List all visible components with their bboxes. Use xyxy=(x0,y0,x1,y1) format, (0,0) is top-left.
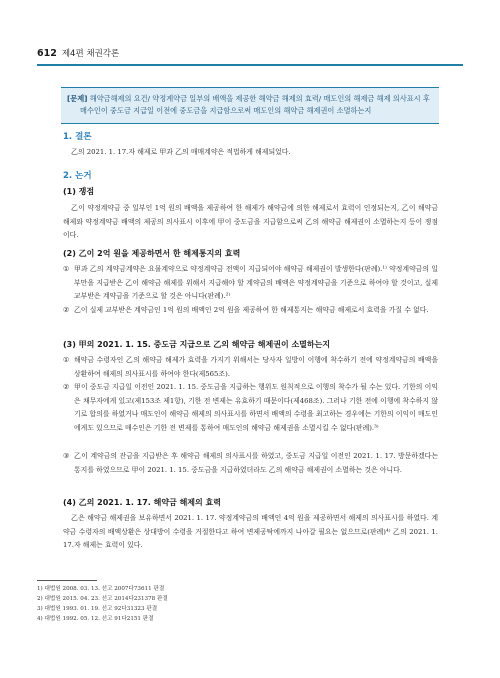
section-conclusion-title: 1. 결론 xyxy=(63,132,92,142)
footnote-4: 4) 대법원 1992. 05. 12. 선고 91다2151 판결 xyxy=(37,616,154,622)
subsection-3-heading: (3) 甲의 2021. 1. 15. 중도금 지급으로 乙의 해약금 해제권이 소멸하는지 xyxy=(63,340,331,349)
item-text: 乙이 계약금의 잔금을 지급받은 후 해약금 해제의 의사표시를 하였고, 중도금 지급일 이전인 2021. 1. 17. 방문하겠다는 통지를 하였으므로 甲이 2021. 1. 15. 중도금을 지급하였더라도 乙의 해약금 해제권이 소멸하는 것은 아니다. xyxy=(74,452,438,474)
section-reasoning-title: 2. 논거 xyxy=(63,171,92,181)
page-header xyxy=(37,47,119,59)
footnote-3: 3) 대법원 1993. 01. 19. 선고 92다31323 판결 xyxy=(37,606,158,612)
item-marker: ① xyxy=(63,356,70,364)
issue-text: 乙이 약정계약금 중 일부인 1억 원의 배액을 제공하여 한 해제가 해약금에 의한 해제로서 효력이 인정되는지, 乙이 해약금 해제와 약정계약금 배액의 제공의 의사표시 이후에 甲이 중도금을 지급함으로써 乙의 해약금 해제권이 소멸하는지 등이 쟁점이다. xyxy=(63,204,438,240)
footnote-2: 2) 대법원 2015. 04. 23. 선고 2014다231378 판결 xyxy=(37,596,168,602)
item-marker: ① xyxy=(63,265,70,273)
question-tag: [문제] xyxy=(67,94,88,103)
question-line-1: 해약금해제의 요건/ 약정계약금 일부의 배액을 제공한 해약금 해제의 효력/ 매도인의 해제금 해제 의사표시 후 xyxy=(89,94,430,103)
item-text: 乙이 실제 교부받은 계약금인 1억 원의 배액인 2억 원을 제공하여 한 해제통지는 해약금 해제로서 효력을 가질 수 없다. xyxy=(74,306,429,314)
item-marker: ② xyxy=(63,383,70,391)
item-marker: ③ xyxy=(63,452,70,460)
part-title: 제4편 채권각론 xyxy=(61,49,120,59)
subsection-3-item-1 xyxy=(63,354,438,381)
item-text: 甲이 중도금 지급일 이전인 2021. 1. 15. 중도금을 지급하는 행위도 원칙적으로 이행의 착수가 될 수는 있다. 기한의 이익은 채무자에게 있고(제153조 제1항), 기한 전 변제는 유효하기 때문이다(제468조). 그러나 기한 전에 이행에 착수하지 않기로 합의를 하였거나 매도인이 해약금 해제의 의사표시를 하면서 배액의 수령을 최고하는 경우에는 기한의 이익이 매도인에게도 있으므로 매수인은 기한 전 변제를 통하여 매도인의 해약금 해제권을 소멸시킬 수 없다(판례).³⁾ xyxy=(74,383,438,432)
issue-heading: (1) 쟁점 xyxy=(63,187,95,196)
question-box xyxy=(61,87,439,124)
item-text: 甲과 乙의 계약금계약은 요물계약으로 약정계약금 전액이 지급되어야 해약금 해제권이 발생한다(판례).¹⁾ 약정계약금의 일부만을 지급받은 乙이 해약금 해제를 위해서 지급해야 할 계약금의 배액은 약정계약금을 기준으로 하여야 할 것이고, 실제 교부받은 계약금을 기준으로 할 것은 아니다(판례).²⁾ xyxy=(74,265,438,301)
subsection-2-heading: (2) 乙이 2억 원을 제공하면서 한 해제통지의 효력 xyxy=(63,249,241,258)
footnote-1: 1) 대법원 2008. 03. 13. 선고 2007다73611 판결 xyxy=(37,586,165,592)
question-line-2: 매수인이 중도금 지급일 이전에 중도금을 지급함으로써 매도인의 해약금 해제권이 소멸하는지 xyxy=(80,106,372,115)
footnote-divider xyxy=(37,580,97,581)
subsection-4-text: 乙은 해약금 해제권을 보유하면서 2021. 1. 17. 약정계약금의 배액인 4억 원을 제공하면서 해제의 의사표시를 하였다. 계약금 수령자의 배액상환은 상대방이 수령을 거절한다고 하여 변제공탁에까지 나아갈 필요는 없으므로(판례)⁴⁾ 乙의 2021. 1. 17.자 해제는 효력이 있다. xyxy=(63,514,438,550)
subsection-2-item-1 xyxy=(63,263,438,304)
conclusion-text: 乙의 2021. 1. 17.자 해제로 甲과 乙의 매매계약은 적법하게 해제되었다. xyxy=(71,148,291,156)
subsection-4-heading: (4) 乙의 2021. 1. 17. 해약금 해제의 효력 xyxy=(63,498,222,507)
footnotes xyxy=(37,584,168,624)
subsection-3-item-3 xyxy=(63,450,438,477)
header-divider xyxy=(37,64,463,66)
subsection-3-item-2 xyxy=(63,381,438,435)
page-number: 612 xyxy=(37,48,57,59)
item-marker: ② xyxy=(63,306,70,314)
subsection-2-item-2 xyxy=(63,304,438,318)
item-text: 해약금 수령자인 乙의 해약금 해제가 효력을 가지기 위해서는 당사자 일방이 이행에 착수하기 전에 약정계약금의 배액을 상환하여 해제의 의사표시를 하여야 한다(제565조). xyxy=(74,356,438,378)
